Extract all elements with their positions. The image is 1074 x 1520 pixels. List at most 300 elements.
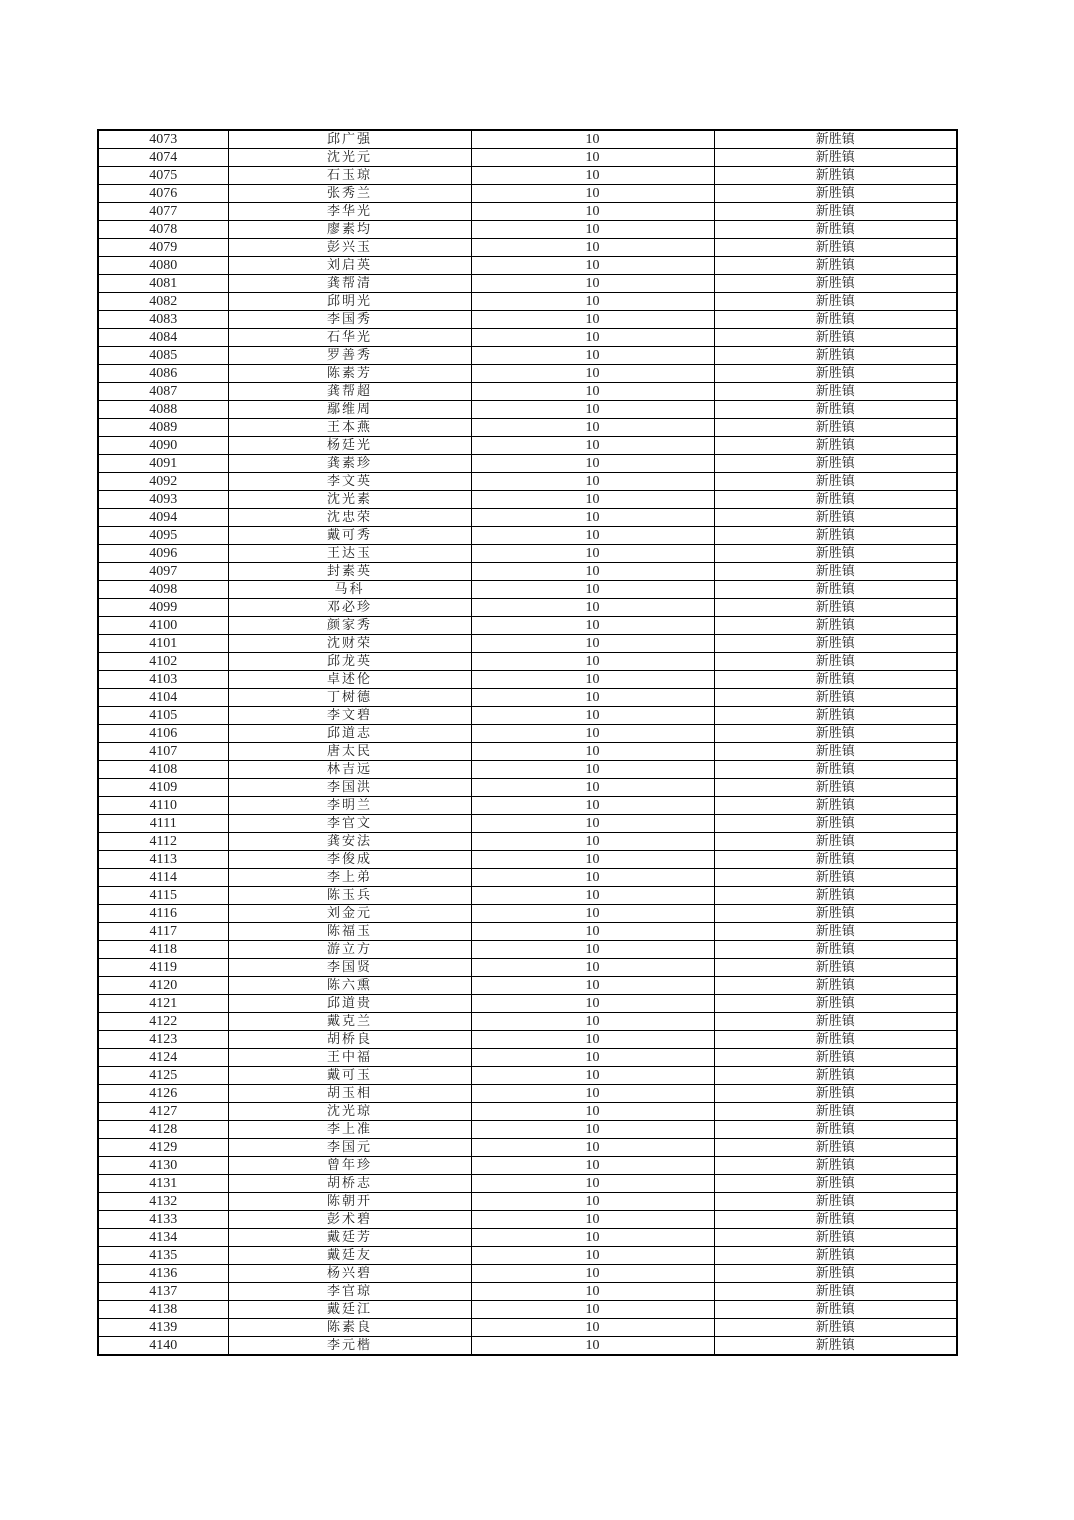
table-row	[98, 1265, 957, 1283]
row-id-cell: 4094	[98, 509, 228, 527]
row-amount-cell: 10	[471, 293, 714, 311]
table-row	[98, 851, 957, 869]
row-town-cell: 新胜镇	[714, 365, 957, 383]
table-row	[98, 959, 957, 977]
row-amount-cell: 10	[471, 851, 714, 869]
table-row	[98, 635, 957, 653]
row-amount-cell: 10	[471, 455, 714, 473]
row-town-cell: 新胜镇	[714, 1103, 957, 1121]
row-name-cell: 龚素珍	[228, 455, 471, 473]
row-amount-cell: 10	[471, 815, 714, 833]
row-id-cell: 4109	[98, 779, 228, 797]
row-name-cell: 陈素芳	[228, 365, 471, 383]
row-id-cell: 4129	[98, 1139, 228, 1157]
row-id-cell: 4103	[98, 671, 228, 689]
row-id-cell: 4113	[98, 851, 228, 869]
row-id-cell: 4074	[98, 149, 228, 167]
row-amount-cell: 10	[471, 707, 714, 725]
row-town-cell: 新胜镇	[714, 545, 957, 563]
row-amount-cell: 10	[471, 743, 714, 761]
table-row	[98, 167, 957, 185]
row-name-cell: 卓述伦	[228, 671, 471, 689]
row-town-cell: 新胜镇	[714, 1229, 957, 1247]
row-name-cell: 邱龙英	[228, 653, 471, 671]
table-row	[98, 887, 957, 905]
roster-table-body	[98, 130, 957, 1355]
row-town-cell: 新胜镇	[714, 959, 957, 977]
row-name-cell: 戴廷芳	[228, 1229, 471, 1247]
table-row	[98, 473, 957, 491]
table-row	[98, 1013, 957, 1031]
row-town-cell: 新胜镇	[714, 1175, 957, 1193]
row-name-cell: 曾年珍	[228, 1157, 471, 1175]
row-id-cell: 4117	[98, 923, 228, 941]
row-town-cell: 新胜镇	[714, 1085, 957, 1103]
row-amount-cell: 10	[471, 491, 714, 509]
row-town-cell: 新胜镇	[714, 1121, 957, 1139]
row-id-cell: 4136	[98, 1265, 228, 1283]
row-id-cell: 4087	[98, 383, 228, 401]
row-name-cell: 王达玉	[228, 545, 471, 563]
row-name-cell: 石玉琼	[228, 167, 471, 185]
row-name-cell: 戴可秀	[228, 527, 471, 545]
row-id-cell: 4085	[98, 347, 228, 365]
table-row	[98, 617, 957, 635]
row-amount-cell: 10	[471, 671, 714, 689]
row-name-cell: 陈素良	[228, 1319, 471, 1337]
table-row	[98, 365, 957, 383]
row-town-cell: 新胜镇	[714, 329, 957, 347]
row-town-cell: 新胜镇	[714, 1247, 957, 1265]
row-amount-cell: 10	[471, 1193, 714, 1211]
row-name-cell: 李元楷	[228, 1337, 471, 1356]
table-row	[98, 761, 957, 779]
row-id-cell: 4122	[98, 1013, 228, 1031]
row-amount-cell: 10	[471, 797, 714, 815]
row-id-cell: 4095	[98, 527, 228, 545]
row-id-cell: 4120	[98, 977, 228, 995]
row-town-cell: 新胜镇	[714, 437, 957, 455]
row-id-cell: 4130	[98, 1157, 228, 1175]
table-row	[98, 1085, 957, 1103]
row-name-cell: 唐太民	[228, 743, 471, 761]
row-town-cell: 新胜镇	[714, 1049, 957, 1067]
row-name-cell: 陈朝开	[228, 1193, 471, 1211]
row-town-cell: 新胜镇	[714, 1193, 957, 1211]
row-id-cell: 4107	[98, 743, 228, 761]
row-amount-cell: 10	[471, 1139, 714, 1157]
row-name-cell: 李国贤	[228, 959, 471, 977]
row-amount-cell: 10	[471, 725, 714, 743]
row-town-cell: 新胜镇	[714, 815, 957, 833]
row-name-cell: 胡桥志	[228, 1175, 471, 1193]
table-row	[98, 455, 957, 473]
table-row	[98, 130, 957, 149]
row-id-cell: 4121	[98, 995, 228, 1013]
row-id-cell: 4075	[98, 167, 228, 185]
row-town-cell: 新胜镇	[714, 671, 957, 689]
row-town-cell: 新胜镇	[714, 347, 957, 365]
row-town-cell: 新胜镇	[714, 419, 957, 437]
row-name-cell: 李文英	[228, 473, 471, 491]
table-row	[98, 1247, 957, 1265]
row-id-cell: 4110	[98, 797, 228, 815]
row-town-cell: 新胜镇	[714, 149, 957, 167]
row-town-cell: 新胜镇	[714, 1157, 957, 1175]
row-name-cell: 罗善秀	[228, 347, 471, 365]
row-amount-cell: 10	[471, 959, 714, 977]
row-amount-cell: 10	[471, 1175, 714, 1193]
row-name-cell: 邱道贵	[228, 995, 471, 1013]
row-amount-cell: 10	[471, 221, 714, 239]
row-name-cell: 邱道志	[228, 725, 471, 743]
row-name-cell: 戴廷友	[228, 1247, 471, 1265]
row-town-cell: 新胜镇	[714, 1337, 957, 1356]
table-row	[98, 653, 957, 671]
row-town-cell: 新胜镇	[714, 635, 957, 653]
row-town-cell: 新胜镇	[714, 239, 957, 257]
row-id-cell: 4133	[98, 1211, 228, 1229]
row-name-cell: 胡桥良	[228, 1031, 471, 1049]
row-town-cell: 新胜镇	[714, 1265, 957, 1283]
row-amount-cell: 10	[471, 437, 714, 455]
row-name-cell: 李国秀	[228, 311, 471, 329]
row-name-cell: 刘启英	[228, 257, 471, 275]
row-name-cell: 林吉远	[228, 761, 471, 779]
table-row	[98, 437, 957, 455]
row-amount-cell: 10	[471, 167, 714, 185]
table-row	[98, 1319, 957, 1337]
row-town-cell: 新胜镇	[714, 383, 957, 401]
row-town-cell: 新胜镇	[714, 203, 957, 221]
row-name-cell: 李国洪	[228, 779, 471, 797]
row-name-cell: 杨兴碧	[228, 1265, 471, 1283]
row-amount-cell: 10	[471, 581, 714, 599]
row-name-cell: 龚帮清	[228, 275, 471, 293]
row-amount-cell: 10	[471, 239, 714, 257]
row-town-cell: 新胜镇	[714, 509, 957, 527]
row-town-cell: 新胜镇	[714, 707, 957, 725]
row-amount-cell: 10	[471, 347, 714, 365]
row-amount-cell: 10	[471, 509, 714, 527]
row-name-cell: 彭术碧	[228, 1211, 471, 1229]
row-town-cell: 新胜镇	[714, 1031, 957, 1049]
row-id-cell: 4138	[98, 1301, 228, 1319]
row-id-cell: 4080	[98, 257, 228, 275]
table-row	[98, 419, 957, 437]
table-row	[98, 725, 957, 743]
row-id-cell: 4139	[98, 1319, 228, 1337]
table-row	[98, 563, 957, 581]
row-town-cell: 新胜镇	[714, 581, 957, 599]
row-amount-cell: 10	[471, 203, 714, 221]
row-town-cell: 新胜镇	[714, 869, 957, 887]
table-row	[98, 239, 957, 257]
table-row	[98, 707, 957, 725]
row-amount-cell: 10	[471, 365, 714, 383]
roster-table	[97, 129, 958, 1356]
table-row	[98, 743, 957, 761]
row-amount-cell: 10	[471, 1247, 714, 1265]
row-amount-cell: 10	[471, 1211, 714, 1229]
row-amount-cell: 10	[471, 599, 714, 617]
table-row	[98, 815, 957, 833]
row-town-cell: 新胜镇	[714, 977, 957, 995]
table-row	[98, 599, 957, 617]
row-id-cell: 4076	[98, 185, 228, 203]
row-name-cell: 张秀兰	[228, 185, 471, 203]
row-name-cell: 彭兴玉	[228, 239, 471, 257]
row-town-cell: 新胜镇	[714, 1139, 957, 1157]
row-amount-cell: 10	[471, 1121, 714, 1139]
row-town-cell: 新胜镇	[714, 653, 957, 671]
table-row	[98, 1193, 957, 1211]
row-id-cell: 4089	[98, 419, 228, 437]
row-id-cell: 4126	[98, 1085, 228, 1103]
row-amount-cell: 10	[471, 1049, 714, 1067]
row-name-cell: 李上弟	[228, 869, 471, 887]
row-amount-cell: 10	[471, 905, 714, 923]
row-id-cell: 4124	[98, 1049, 228, 1067]
table-row	[98, 203, 957, 221]
row-name-cell: 李官文	[228, 815, 471, 833]
row-town-cell: 新胜镇	[714, 563, 957, 581]
row-amount-cell: 10	[471, 275, 714, 293]
row-amount-cell: 10	[471, 995, 714, 1013]
row-id-cell: 4100	[98, 617, 228, 635]
row-amount-cell: 10	[471, 329, 714, 347]
table-row	[98, 689, 957, 707]
row-town-cell: 新胜镇	[714, 797, 957, 815]
row-name-cell: 龚帮超	[228, 383, 471, 401]
row-id-cell: 4092	[98, 473, 228, 491]
row-name-cell: 廖素均	[228, 221, 471, 239]
row-amount-cell: 10	[471, 1301, 714, 1319]
table-row	[98, 1157, 957, 1175]
row-amount-cell: 10	[471, 779, 714, 797]
table-row	[98, 581, 957, 599]
row-id-cell: 4078	[98, 221, 228, 239]
row-id-cell: 4105	[98, 707, 228, 725]
row-town-cell: 新胜镇	[714, 293, 957, 311]
row-id-cell: 4086	[98, 365, 228, 383]
row-amount-cell: 10	[471, 617, 714, 635]
table-row	[98, 329, 957, 347]
row-town-cell: 新胜镇	[714, 491, 957, 509]
row-id-cell: 4082	[98, 293, 228, 311]
row-name-cell: 李文碧	[228, 707, 471, 725]
row-town-cell: 新胜镇	[714, 941, 957, 959]
row-town-cell: 新胜镇	[714, 851, 957, 869]
row-name-cell: 王中福	[228, 1049, 471, 1067]
table-row	[98, 1175, 957, 1193]
row-name-cell: 沈忠荣	[228, 509, 471, 527]
row-id-cell: 4102	[98, 653, 228, 671]
row-amount-cell: 10	[471, 1085, 714, 1103]
table-row	[98, 383, 957, 401]
table-row	[98, 797, 957, 815]
row-town-cell: 新胜镇	[714, 1211, 957, 1229]
row-id-cell: 4112	[98, 833, 228, 851]
row-amount-cell: 10	[471, 311, 714, 329]
row-amount-cell: 10	[471, 761, 714, 779]
row-amount-cell: 10	[471, 635, 714, 653]
row-name-cell: 李上准	[228, 1121, 471, 1139]
row-amount-cell: 10	[471, 1283, 714, 1301]
table-row	[98, 923, 957, 941]
table-row	[98, 1301, 957, 1319]
row-town-cell: 新胜镇	[714, 743, 957, 761]
row-name-cell: 沈光琼	[228, 1103, 471, 1121]
row-name-cell: 邓必珍	[228, 599, 471, 617]
table-row	[98, 1283, 957, 1301]
row-name-cell: 刘金元	[228, 905, 471, 923]
table-row	[98, 995, 957, 1013]
row-town-cell: 新胜镇	[714, 257, 957, 275]
row-name-cell: 马科	[228, 581, 471, 599]
row-amount-cell: 10	[471, 527, 714, 545]
row-name-cell: 李明兰	[228, 797, 471, 815]
row-name-cell: 李官琼	[228, 1283, 471, 1301]
row-name-cell: 龚安法	[228, 833, 471, 851]
row-name-cell: 胡玉相	[228, 1085, 471, 1103]
row-name-cell: 邱明光	[228, 293, 471, 311]
row-id-cell: 4090	[98, 437, 228, 455]
row-town-cell: 新胜镇	[714, 995, 957, 1013]
row-name-cell: 李俊成	[228, 851, 471, 869]
row-name-cell: 沈光素	[228, 491, 471, 509]
table-row	[98, 1049, 957, 1067]
table-row	[98, 905, 957, 923]
table-row	[98, 527, 957, 545]
row-amount-cell: 10	[471, 1319, 714, 1337]
row-id-cell: 4128	[98, 1121, 228, 1139]
table-row	[98, 941, 957, 959]
table-row	[98, 401, 957, 419]
table-row	[98, 185, 957, 203]
row-town-cell: 新胜镇	[714, 275, 957, 293]
row-town-cell: 新胜镇	[714, 725, 957, 743]
row-town-cell: 新胜镇	[714, 1067, 957, 1085]
table-row	[98, 1211, 957, 1229]
row-id-cell: 4131	[98, 1175, 228, 1193]
row-town-cell: 新胜镇	[714, 130, 957, 149]
row-town-cell: 新胜镇	[714, 1319, 957, 1337]
row-id-cell: 4084	[98, 329, 228, 347]
row-id-cell: 4081	[98, 275, 228, 293]
row-id-cell: 4093	[98, 491, 228, 509]
table-row	[98, 221, 957, 239]
row-amount-cell: 10	[471, 1031, 714, 1049]
row-town-cell: 新胜镇	[714, 473, 957, 491]
row-amount-cell: 10	[471, 689, 714, 707]
row-amount-cell: 10	[471, 941, 714, 959]
table-row	[98, 257, 957, 275]
row-id-cell: 4115	[98, 887, 228, 905]
row-town-cell: 新胜镇	[714, 401, 957, 419]
row-town-cell: 新胜镇	[714, 1013, 957, 1031]
table-row	[98, 1103, 957, 1121]
row-id-cell: 4134	[98, 1229, 228, 1247]
row-id-cell: 4132	[98, 1193, 228, 1211]
row-town-cell: 新胜镇	[714, 1283, 957, 1301]
table-row	[98, 293, 957, 311]
row-amount-cell: 10	[471, 185, 714, 203]
table-row	[98, 275, 957, 293]
table-row	[98, 1067, 957, 1085]
row-id-cell: 4101	[98, 635, 228, 653]
row-town-cell: 新胜镇	[714, 455, 957, 473]
row-name-cell: 鄢维周	[228, 401, 471, 419]
table-row	[98, 491, 957, 509]
table-row	[98, 1337, 957, 1356]
row-amount-cell: 10	[471, 977, 714, 995]
row-name-cell: 李国元	[228, 1139, 471, 1157]
row-amount-cell: 10	[471, 545, 714, 563]
row-amount-cell: 10	[471, 1103, 714, 1121]
row-name-cell: 沈财荣	[228, 635, 471, 653]
row-amount-cell: 10	[471, 1013, 714, 1031]
row-amount-cell: 10	[471, 149, 714, 167]
row-town-cell: 新胜镇	[714, 599, 957, 617]
row-id-cell: 4098	[98, 581, 228, 599]
row-town-cell: 新胜镇	[714, 833, 957, 851]
table-row	[98, 347, 957, 365]
row-amount-cell: 10	[471, 887, 714, 905]
table-row	[98, 545, 957, 563]
row-amount-cell: 10	[471, 1337, 714, 1356]
row-id-cell: 4119	[98, 959, 228, 977]
row-name-cell: 颜家秀	[228, 617, 471, 635]
row-amount-cell: 10	[471, 383, 714, 401]
row-amount-cell: 10	[471, 1229, 714, 1247]
row-name-cell: 石华光	[228, 329, 471, 347]
row-id-cell: 4088	[98, 401, 228, 419]
row-id-cell: 4083	[98, 311, 228, 329]
table-row	[98, 1031, 957, 1049]
table-row	[98, 311, 957, 329]
row-amount-cell: 10	[471, 1067, 714, 1085]
row-id-cell: 4137	[98, 1283, 228, 1301]
row-id-cell: 4104	[98, 689, 228, 707]
row-id-cell: 4114	[98, 869, 228, 887]
table-row	[98, 977, 957, 995]
row-id-cell: 4096	[98, 545, 228, 563]
row-name-cell: 戴廷江	[228, 1301, 471, 1319]
row-amount-cell: 10	[471, 563, 714, 581]
row-town-cell: 新胜镇	[714, 689, 957, 707]
row-id-cell: 4127	[98, 1103, 228, 1121]
row-amount-cell: 10	[471, 130, 714, 149]
table-row	[98, 149, 957, 167]
row-id-cell: 4077	[98, 203, 228, 221]
row-amount-cell: 10	[471, 653, 714, 671]
row-name-cell: 沈光元	[228, 149, 471, 167]
row-name-cell: 杨廷光	[228, 437, 471, 455]
row-name-cell: 封素英	[228, 563, 471, 581]
row-amount-cell: 10	[471, 473, 714, 491]
row-town-cell: 新胜镇	[714, 1301, 957, 1319]
row-town-cell: 新胜镇	[714, 617, 957, 635]
row-name-cell: 陈玉兵	[228, 887, 471, 905]
table-row	[98, 509, 957, 527]
row-name-cell: 陈福玉	[228, 923, 471, 941]
row-amount-cell: 10	[471, 1157, 714, 1175]
row-amount-cell: 10	[471, 419, 714, 437]
row-id-cell: 4118	[98, 941, 228, 959]
row-name-cell: 戴可玉	[228, 1067, 471, 1085]
row-town-cell: 新胜镇	[714, 185, 957, 203]
